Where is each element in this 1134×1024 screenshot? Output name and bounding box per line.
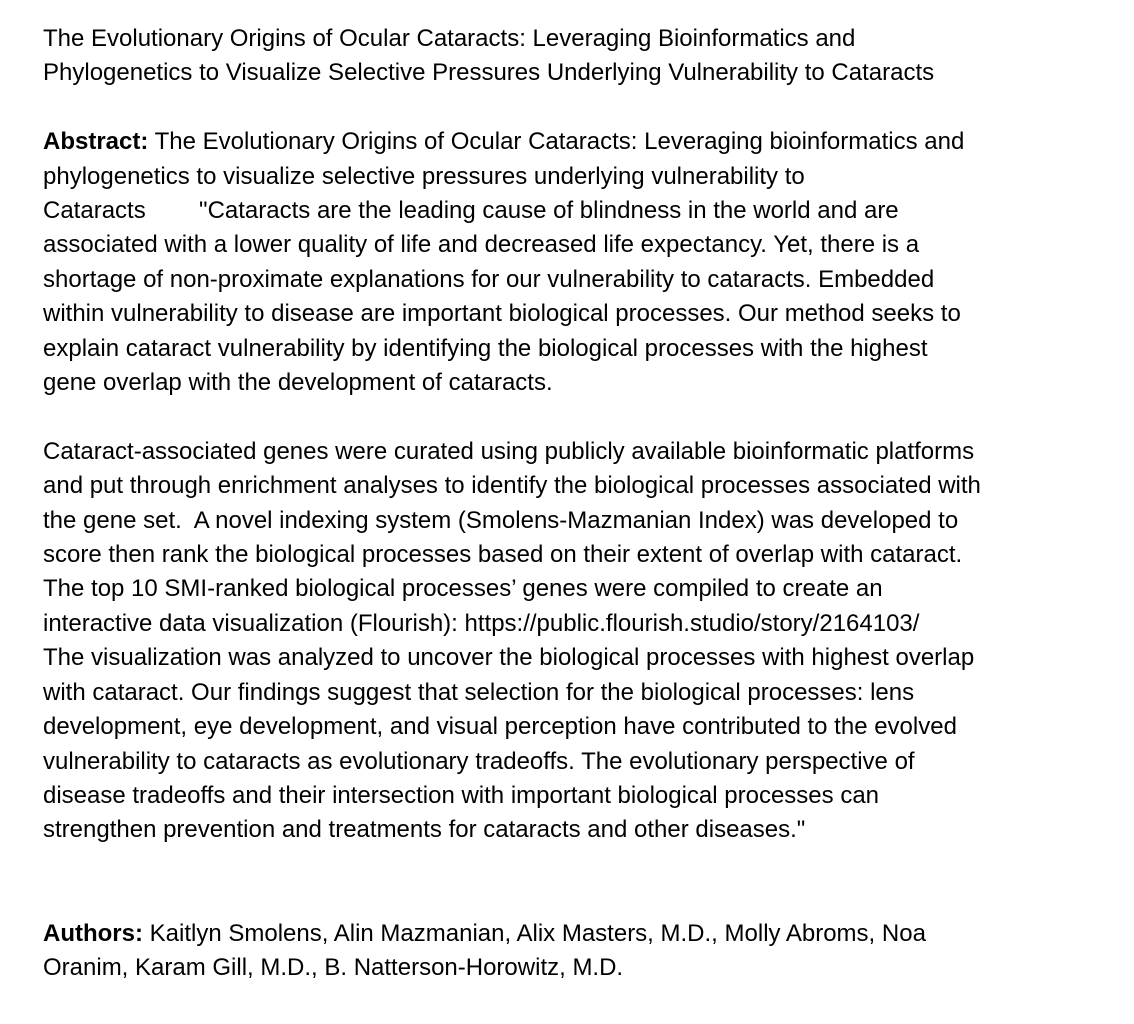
abstract-line-with-url: interactive data visualization (Flourish): https://public.flourish.studio/story/2164103/ [43,609,920,637]
abstract-line: The visualization was analyzed to uncover the biological processes with highest overlap [43,644,975,672]
abstract-line: within vulnerability to disease are important biological processes. Our method seeks to [43,300,961,328]
abstract-line: Cataract-associated genes were curated using publicly available bioinformatic platforms [43,437,975,465]
abstract-line: explain cataract vulnerability by identifying the biological processes with the highest [43,334,928,362]
abstract-line: shortage of non-proximate explanations for our vulnerability to cataracts. Embedded [43,265,935,293]
document-title [43,22,1123,91]
title-line: The Evolutionary Origins of Ocular Cataracts: Leveraging Bioinformatics and [43,25,856,52]
abstract-line: Cataracts "Cataracts are the leading cause of blindness in the world and are [43,197,899,225]
abstract-line: The top 10 SMI-ranked biological processes’ genes were compiled to create an [43,575,883,603]
abstract-line: with cataract. Our findings suggest that selection for the biological processes: lens [43,678,915,706]
abstract-line: associated with a lower quality of life and decreased life expectancy. Yet, there is a [43,231,920,259]
abstract-text: The Evolutionary Origins of Ocular Cataracts: Leveraging bioinformatics and [148,128,965,156]
document-page [43,22,1123,985]
abstract-line: strengthen prevention and treatments for cataracts and other diseases." [43,816,806,844]
abstract-line: the gene set. A novel indexing system (Smolens-Mazmanian Index) was developed to [43,506,959,534]
abstract-section [43,125,1123,848]
authors-line: Oranim, Karam Gill, M.D., B. Natterson-Horowitz, M.D. [43,953,624,981]
abstract-line: disease tradeoffs and their intersection with important biological processes can [43,781,880,809]
blank-line [43,91,1123,125]
abstract-line: score then rank the biological processes based on their extent of overlap with cataract. [43,541,963,569]
authors-label: Authors: [43,919,143,947]
abstract-line: phylogenetics to visualize selective pressures underlying vulnerability to [43,162,805,190]
abstract-first-line [43,125,1123,159]
blank-lines [43,848,1123,917]
title-line: Phylogenetics to Visualize Selective Pressures Underlying Vulnerability to Cataracts [43,59,935,87]
abstract-line: gene overlap with the development of cataracts. [43,369,553,397]
authors-text: Kaitlyn Smolens, Alin Mazmanian, Alix Masters, M.D., Molly Abroms, Noa [142,919,926,947]
abstract-line: and put through enrichment analyses to identify the biological processes associated with [43,472,981,500]
abstract-line: vulnerability to cataracts as evolutionary tradeoffs. The evolutionary perspective of [43,747,915,775]
abstract-line: development, eye development, and visual perception have contributed to the evolved [43,713,957,741]
authors-section [43,917,1123,986]
abstract-label: Abstract: [43,128,149,156]
blank-line [43,400,1123,434]
authors-first-line [43,917,1123,951]
